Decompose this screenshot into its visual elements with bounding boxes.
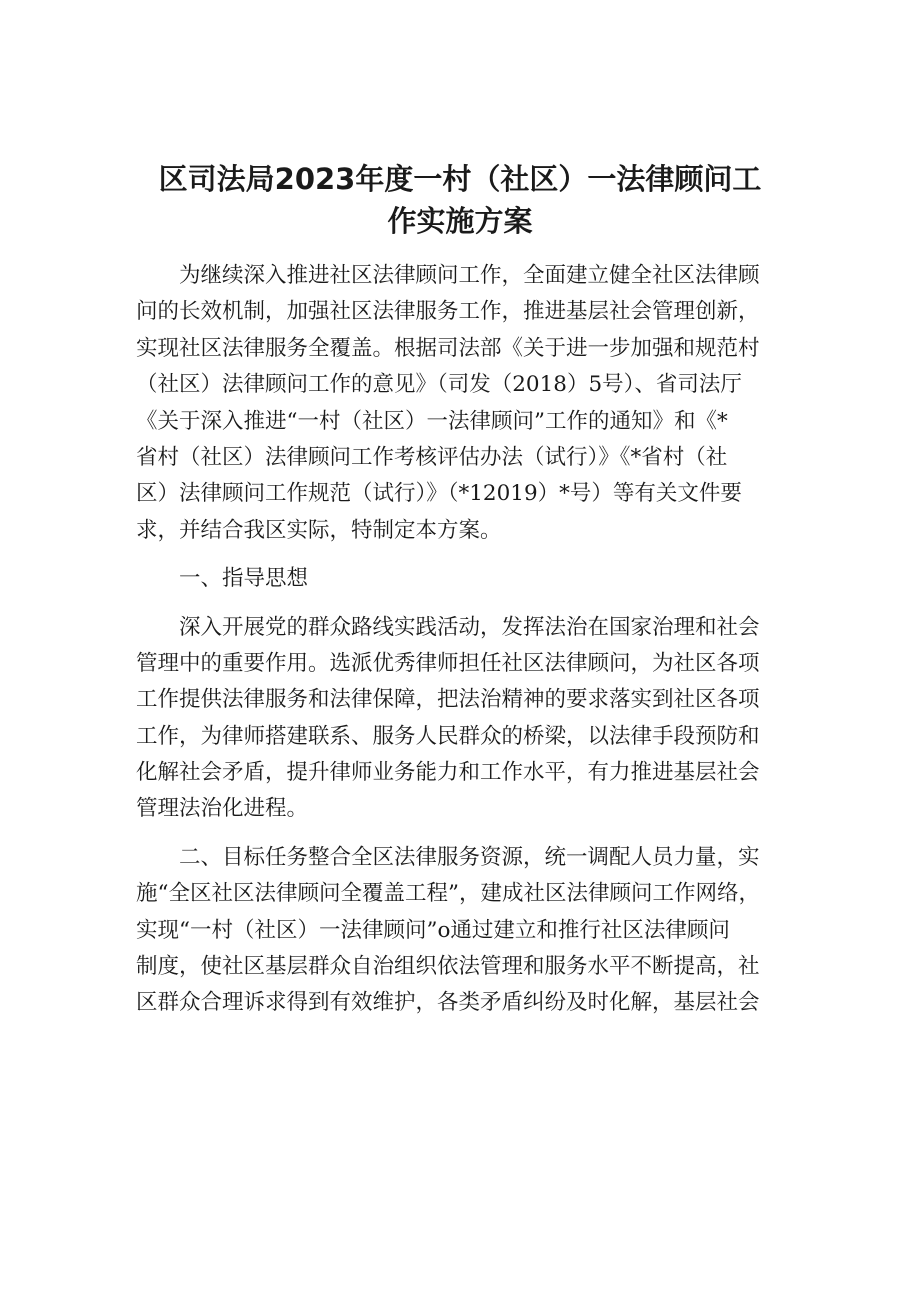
text-line: 省村（社区）法律顾问工作考核评估办法（试行）》《*省村（社: [136, 444, 728, 470]
text-line: 二、目标任务整合全区法律服务资源，统一调配人员力量，实: [179, 844, 760, 870]
paragraph-preamble: [136, 258, 800, 549]
text-line: 实现“一村（社区）一法律顾问”o通过建立和推行社区法律顾问: [136, 917, 730, 943]
text-line: 工作，为律师搭建联系、服务人民群众的桥梁，以法律手段预防和: [136, 723, 760, 749]
title-line-1: 区司法局2023年度一村（社区）一法律顾问工: [158, 162, 762, 196]
text-line: （社区）法律顾问工作的意见》（司发（2018）5号）、省司法厅: [136, 372, 742, 398]
text-line: 问的长效机制，加强社区法律服务工作，推进基层社会管理创新，: [136, 299, 760, 325]
text-line: 区）法律顾问工作规范（试行）》（*12019）*号）等有关文件要: [136, 481, 742, 507]
text-line: 《关于深入推进“一村（社区）一法律顾问”工作的通知》和《*: [136, 408, 728, 434]
text-line: 管理法治化进程。: [136, 796, 309, 822]
text-line: 工作提供法律服务和法律保障，把法治精神的要求落实到社区各项: [136, 687, 760, 713]
text-line: 为继续深入推进社区法律顾问工作，全面建立健全社区法律顾: [179, 263, 760, 288]
text-line: 化解社会矛盾，提升律师业务能力和工作水平，有力推进基层社会: [136, 760, 760, 786]
text-line: 求，并结合我区实际，特制定本方案。: [136, 517, 502, 543]
title-line-2: 作实施方案: [387, 204, 533, 238]
section-heading-guiding-ideology: [136, 561, 800, 597]
text-line: 施“全区社区法律顾问全覆盖工程”，建成社区法律顾问工作网络，: [136, 881, 760, 907]
text-line: 制度，使社区基层群众自治组织依法管理和服务水平不断提高，社: [136, 954, 760, 980]
document-title: [120, 158, 800, 242]
text-line: 区群众合理诉求得到有效维护，各类矛盾纠纷及时化解，基层社会: [136, 990, 760, 1016]
text-line: 深入开展党的群众路线实践活动，发挥法治在国家治理和社会: [179, 614, 760, 640]
paragraph-guiding-ideology: [136, 610, 800, 828]
paragraph-goals-tasks: [136, 840, 800, 1022]
document-body: [136, 258, 800, 1022]
section-heading: 一、指导思想: [179, 566, 309, 592]
text-line: 管理中的重要作用。选派优秀律师担任社区法律顾问，为社区各项: [136, 650, 760, 676]
text-line: 实现社区法律服务全覆盖。根据司法部《关于进一步加强和规范村: [136, 335, 760, 361]
